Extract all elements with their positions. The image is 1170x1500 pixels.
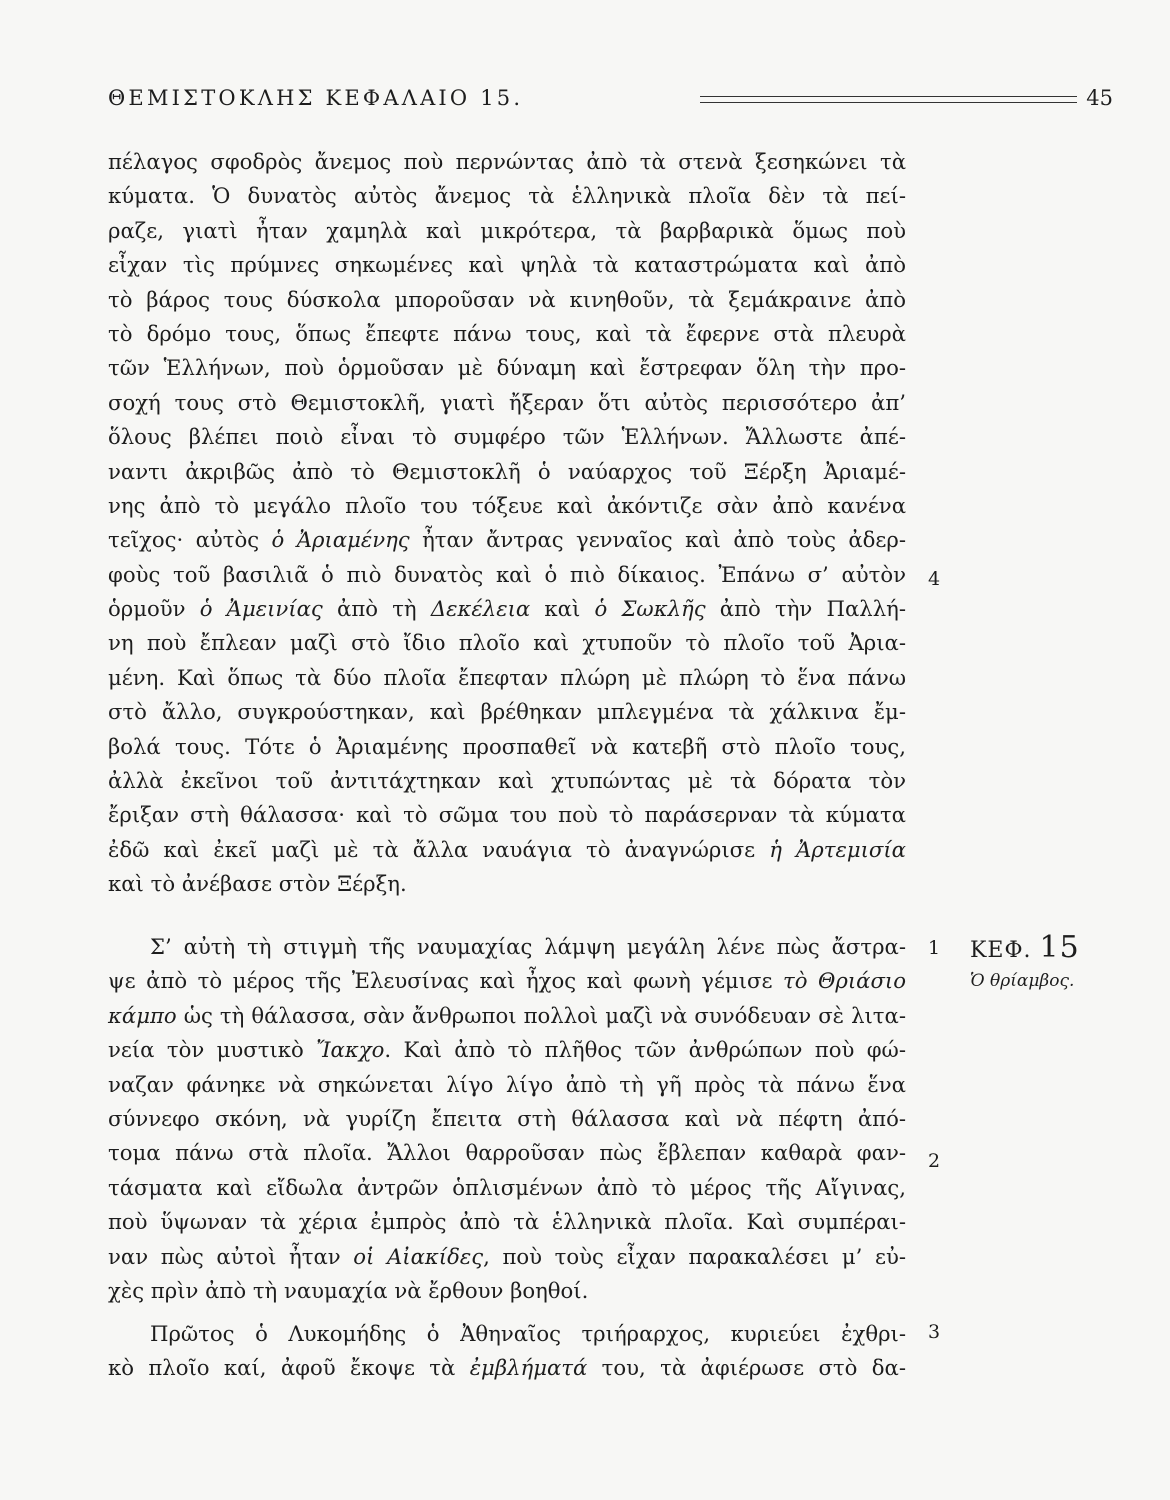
text-line: βολά τους. Τότε ὁ Ἀριαμένης προσπαθεῖ νὰ κατεβῆ στὸ πλοῖο τους,	[108, 733, 906, 759]
italic-name: ὁ Ἀριαμένης	[271, 527, 410, 553]
text-run: , ποὺ τοὺς εἶχαν παρακαλέσει μ’ εὐ-	[483, 1243, 906, 1269]
paragraph-ariamenes	[108, 145, 906, 902]
text-line: νης ἀπὸ τὸ μεγάλο πλοῖο του τόξευε καὶ ἀκόντιζε σὰν ἀπὸ κανένα	[108, 492, 906, 518]
text-line: σοχή τους στὸ Θεμιστοκλῆ, γιατὶ ἤξεραν ὅτι αὐτὸς περισσότερο ἀπ’	[108, 389, 906, 415]
chapter-number: 15	[1039, 930, 1080, 965]
text-line: Πρῶτος ὁ Λυκομήδης ὁ Ἀθηναῖος τριήραρχος, κυριεύει ἐχθρι-	[150, 1321, 906, 1346]
text-line: ραζε, γιατὶ ἦταν χαμηλὰ καὶ μικρότερα, τὰ βαρβαρικὰ ὅμως ποὺ	[108, 217, 906, 243]
header-title: ΘΕΜΙΣΤΟΚΛΗΣ ΚΕΦΑΛΑΙΟ 15.	[108, 86, 524, 110]
text-line: ἀλλὰ ἐκεῖνοι τοῦ ἀντιτάχτηκαν καὶ χτυπώντας μὲ τὰ δόρατα τὸν	[108, 768, 906, 794]
text-line: τομα πάνω στὰ πλοῖα. Ἄλλοι θαρροῦσαν πὼς ἔβλεπαν καθαρὰ φαν-	[108, 1140, 906, 1166]
text-run: κὸ πλοῖο καί, ἀφοῦ ἔκοψε τὰ	[108, 1355, 470, 1381]
text-line: πέλαγος σφοδρὸς ἄνεμος ποὺ περνώντας ἀπὸ τὰ στενὰ ξεσηκώνει τὰ	[108, 149, 906, 174]
text-line: ὅλους βλέπει ποιὸ εἶναι τὸ συμφέρο τῶν Ἑλλήνων. Ἄλλωστε ἀπέ-	[108, 424, 906, 450]
text-line: εἶχαν τὶς πρύμνες σηκωμένες καὶ ψηλὰ τὰ καταστρώματα καὶ ἀπὸ	[108, 252, 906, 278]
italic-word: ἐμβλήματά	[469, 1355, 588, 1381]
italic-name: Δεκέλεια	[430, 596, 531, 622]
text-line: ναζαν φάνηκε νὰ σηκώνεται λίγο λίγο ἀπὸ τὴ γῆ πρὸς τὰ πάνω ἕνα	[108, 1071, 906, 1097]
text-line	[108, 964, 906, 998]
chapter-abbrev: ΚΕΦ.	[970, 938, 1032, 963]
text-line	[108, 1351, 906, 1385]
text-run: ὁρμοῦν	[108, 596, 200, 622]
text-line	[108, 523, 906, 557]
text-run: του, τὰ ἀφιέρωσε στὸ δα-	[587, 1355, 906, 1381]
italic-name: Ἴακχο	[316, 1037, 385, 1063]
text-line: τάσματα καὶ εἴδωλα ἀντρῶν ὁπλισμένων ἀπὸ τὸ μέρος τῆς Αἴγινας,	[108, 1174, 906, 1200]
text-line: ἔριξαν στὴ θάλασσα· καὶ τὸ σῶμα του ποὺ τὸ παράσερναν τὰ κύματα	[108, 802, 906, 828]
paragraph-omens	[108, 930, 906, 1308]
margin-section-number: 3	[928, 1321, 941, 1343]
italic-name: κάμπο	[108, 1002, 177, 1028]
chapter-marginal-note	[970, 930, 1160, 991]
text-line: καὶ τὸ ἀνέβασε στὸν Ξέρξη.	[108, 871, 407, 897]
chapter-subtitle: Ὁ θρίαμβος.	[970, 971, 1075, 991]
text-line: στὸ ἄλλο, συγκρούστηκαν, καὶ βρέθηκαν μπλεγμένα τὰ χάλκινα ἔμ-	[108, 699, 906, 725]
text-run: . Καὶ ἀπὸ τὸ πλῆθος τῶν ἀνθρώπων ποὺ φώ-	[384, 1037, 906, 1063]
page-number: 45	[1086, 86, 1113, 110]
margin-section-number: 1	[928, 937, 941, 959]
text-run: ναν πὼς αὐτοὶ ἦταν	[108, 1243, 354, 1269]
text-run: ἀπὸ τὴν Παλλή-	[705, 596, 907, 622]
text-run: ἐδῶ καὶ ἐκεῖ μαζὶ μὲ τὰ ἄλλα ναυάγια τὸ ἀναγνώρισε	[108, 836, 770, 862]
text-run: ἀπὸ τὴ	[322, 596, 431, 622]
text-line	[108, 999, 906, 1033]
text-run: ἦταν ἄντρας γενναῖος καὶ ἀπὸ τοὺς ἀδερ-	[409, 527, 907, 553]
italic-name: οἱ Αἰακίδες	[353, 1243, 484, 1269]
text-line: φοὺς τοῦ βασιλιᾶ ὁ πιὸ δυνατὸς καὶ ὁ πιὸ δίκαιος. Ἐπάνω σ’ αὐτὸν	[108, 561, 906, 587]
text-line: μένη. Καὶ ὅπως τὰ δύο πλοῖα ἔπεφταν πλώρη μὲ πλώρη τὸ ἕνα πάνω	[108, 664, 906, 690]
paragraph-lykomedes	[108, 1317, 906, 1386]
text-line: τὸ βάρος τους δύσκολα μποροῦσαν νὰ κινηθοῦν, τὰ ξεμάκραινε ἀπὸ	[108, 286, 906, 312]
running-header	[108, 86, 1113, 116]
text-line	[108, 833, 906, 867]
italic-name: ὁ Ἀμεινίας	[199, 596, 323, 622]
text-line: σύννεφο σκόνη, νὰ γυρίζη ἔπειτα στὴ θάλασσα καὶ νὰ πέφτη ἀπό-	[108, 1105, 906, 1131]
text-run: ὡς τὴ θάλασσα, σὰν ἄνθρωποι πολλοὶ μαζὶ νὰ συνόδευαν σὲ λιτα-	[176, 1002, 906, 1028]
text-run: καὶ	[530, 596, 595, 622]
margin-section-number: 4	[928, 568, 941, 590]
text-run: ψε ἀπὸ τὸ μέρος τῆς Ἐλευσίνας καὶ ἦχος καὶ φωνὴ γέμισε	[108, 968, 783, 994]
text-line: Σ’ αὐτὴ τὴ στιγμὴ τῆς ναυμαχίας λάμψη μεγάλη λένε πὼς ἄστρα-	[150, 934, 906, 959]
text-line: τῶν Ἑλλήνων, ποὺ ὁρμοῦσαν μὲ δύναμη καὶ ἔστρεφαν ὅλη τὴν προ-	[108, 355, 906, 381]
text-line: ναντι ἀκριβῶς ἀπὸ τὸ Θεμιστοκλῆ ὁ ναύαρχος τοῦ Ξέρξη Ἀριαμέ-	[108, 458, 906, 484]
text-line	[108, 1240, 906, 1274]
text-line	[108, 592, 906, 626]
text-line: χὲς πρὶν ἀπὸ τὴ ναυμαχία νὰ ἔρθουν βοηθοί.	[108, 1277, 589, 1303]
chapter-label	[970, 930, 1160, 965]
text-line: νη ποὺ ἔπλεαν μαζὶ στὸ ἴδιο πλοῖο καὶ χτυποῦν τὸ πλοῖο τοῦ Ἀρια-	[108, 630, 906, 656]
header-double-rule	[700, 96, 1077, 103]
italic-name: τὸ Θριάσιο	[783, 968, 906, 994]
text-line: τὸ δρόμο τους, ὅπως ἔπεφτε πάνω τους, καὶ τὰ ἔφερνε στὰ πλευρὰ	[108, 320, 906, 346]
italic-name: ὁ Σωκλῆς	[594, 596, 706, 622]
margin-section-number: 2	[928, 1150, 941, 1172]
text-run: νεία τὸν μυστικὸ	[108, 1037, 317, 1063]
text-line	[108, 1033, 906, 1067]
text-line: κύματα. Ὁ δυνατὸς αὐτὸς ἄνεμος τὰ ἑλληνικὰ πλοῖα δὲν τὰ πεί-	[108, 183, 906, 209]
text-line: ποὺ ὕψωναν τὰ χέρια ἐμπρὸς ἀπὸ τὰ ἑλληνικὰ πλοῖα. Καὶ συμπέραι-	[108, 1209, 906, 1235]
text-run: τεῖχος· αὐτὸς	[108, 527, 272, 553]
italic-name: ἡ Ἀρτεμισία	[769, 836, 906, 862]
